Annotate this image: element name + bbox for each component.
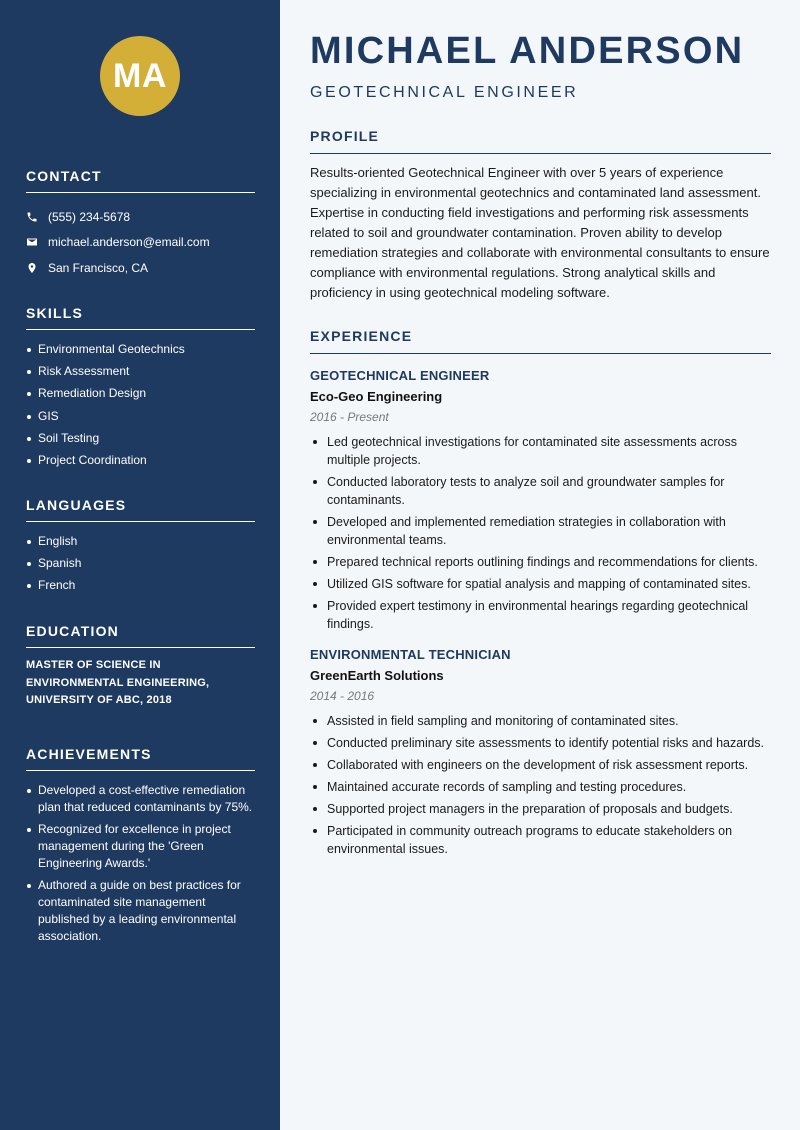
languages-section (26, 497, 255, 600)
achievement-item: Authored a guide on best practices for contaminated site management published by a leading environmental association. (26, 877, 255, 945)
job-role: GEOTECHNICAL ENGINEER (310, 368, 490, 383)
candidate-title: GEOTECHNICAL ENGINEER (310, 84, 579, 101)
job-company: Eco-Geo Engineering (310, 389, 443, 404)
profile-section (310, 128, 771, 303)
languages-list (26, 533, 255, 594)
duty-item: Developed and implemented remediation strategies in collaboration with environmental teams. (310, 513, 771, 549)
job-dates: 2016 - Present (310, 410, 389, 424)
experience-section (310, 328, 771, 862)
job-company: GreenEarth Solutions (310, 668, 444, 683)
achievements-list (26, 782, 255, 945)
achievement-item: Developed a cost-effective remediation plan that reduced contaminants by 75%. (26, 782, 255, 816)
duty-item: Utilized GIS software for spatial analysis and mapping of contaminated sites. (310, 575, 771, 593)
job-entry (310, 647, 771, 858)
education-heading: EDUCATION (26, 623, 255, 648)
avatar (100, 36, 180, 116)
job-dates: 2014 - 2016 (310, 689, 375, 703)
education-line: MASTER OF SCIENCE IN (26, 659, 161, 671)
skills-section (26, 305, 255, 474)
job-entry (310, 368, 771, 633)
contact-email (26, 230, 255, 256)
envelope-icon (26, 236, 38, 248)
duty-item: Conducted preliminary site assessments to identify potential risks and hazards. (310, 734, 771, 752)
education-line: ENVIRONMENTAL ENGINEERING, (26, 676, 210, 689)
duty-item: Supported project managers in the preparation of proposals and budgets. (310, 800, 771, 818)
contact-location (26, 255, 255, 281)
education-degree (26, 657, 255, 710)
language-item: French (26, 577, 255, 594)
language-item: English (26, 533, 255, 550)
phone-icon (26, 211, 38, 223)
skill-item: Risk Assessment (26, 363, 255, 380)
skill-item: GIS (26, 408, 255, 425)
achievement-item: Recognized for excellence in project management during the 'Green Engineering Awards.' (26, 821, 255, 872)
profile-text: Results-oriented Geotechnical Engineer with over 5 years of experience specializing in environmental geotechnics and contaminated land assessment. Expertise in conducting field investigations and performing risk assessments related to soil and groundwater contamination. Proven ability to develop remediation strategies and collaborate with environmental consultants to ensure compliance with environmental regulations. Strong analytical skills and proficiency in using geotechnical modeling software. (310, 165, 770, 300)
avatar-initials: MA (113, 56, 167, 95)
skill-item: Project Coordination (26, 452, 255, 469)
education-line: UNIVERSITY OF ABC, 2018 (26, 694, 172, 706)
achievements-heading: ACHIEVEMENTS (26, 746, 255, 771)
education-section (26, 623, 255, 710)
skill-item: Remediation Design (26, 385, 255, 402)
duty-item: Maintained accurate records of sampling and testing procedures. (310, 778, 771, 796)
map-pin-icon (26, 262, 38, 274)
contact-phone (26, 204, 255, 230)
skill-item: Environmental Geotechnics (26, 341, 255, 358)
sidebar (0, 0, 280, 1130)
phone-text: (555) 234-5678 (48, 209, 131, 224)
skills-heading: SKILLS (26, 305, 255, 330)
duty-item: Participated in community outreach programs to educate stakeholders on environmental issues. (310, 822, 771, 858)
skills-list (26, 341, 255, 469)
duty-item: Conducted laboratory tests to analyze soil and groundwater samples for contaminants. (310, 473, 771, 509)
duty-item: Provided expert testimony in environmental hearings regarding geotechnical findings. (310, 597, 771, 633)
email-text[interactable]: michael.anderson@email.com (48, 235, 210, 250)
language-item: Spanish (26, 555, 255, 572)
duty-item: Assisted in field sampling and monitoring of contaminated sites. (310, 712, 771, 730)
languages-heading: LANGUAGES (26, 497, 255, 522)
duty-item: Collaborated with engineers on the development of risk assessment reports. (310, 756, 771, 774)
candidate-name: MICHAEL ANDERSON (310, 30, 745, 72)
contact-section (26, 168, 255, 281)
location-text: San Francisco, CA (48, 260, 149, 275)
job-role: ENVIRONMENTAL TECHNICIAN (310, 647, 511, 662)
contact-heading: CONTACT (26, 168, 255, 193)
job-duties (310, 433, 771, 633)
duty-item: Led geotechnical investigations for contaminated site assessments across multiple projects. (310, 433, 771, 469)
duty-item: Prepared technical reports outlining findings and recommendations for clients. (310, 553, 771, 571)
achievements-section (26, 746, 255, 950)
profile-heading: PROFILE (310, 128, 771, 154)
job-duties (310, 712, 771, 858)
skill-item: Soil Testing (26, 430, 255, 447)
experience-heading: EXPERIENCE (310, 328, 771, 354)
